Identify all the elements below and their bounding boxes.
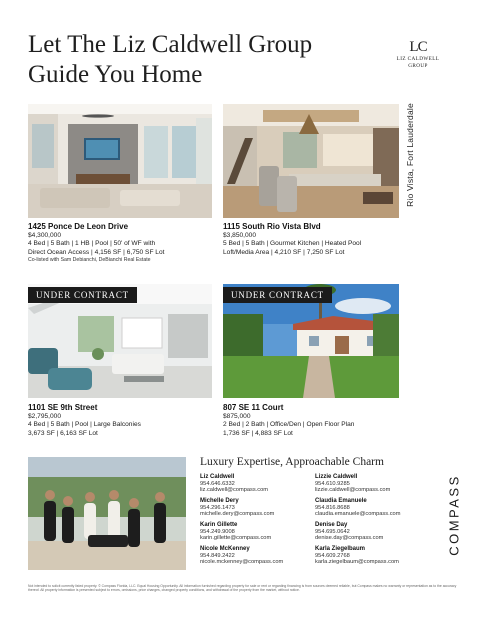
agent-email: michelle.dery@compass.com — [200, 511, 275, 518]
agent-phone: 954.816.8688 — [315, 504, 350, 511]
agent-phone: 954.695.0642 — [315, 528, 350, 535]
agent-phone: 954.646.6332 — [200, 480, 235, 487]
listing-details-line-1: 2 Bed | 2 Bath | Office/Den | Open Floor Plan — [223, 421, 355, 429]
listing-details-line-1: 4 Bed | 5 Bath | Pool | Large Balconies — [28, 421, 141, 429]
agent-name: Claudia Emanuele — [315, 498, 367, 504]
agent-card — [315, 522, 383, 542]
compass-logo — [442, 460, 466, 570]
listing-price: $3,850,000 — [223, 232, 257, 239]
listing-details-line-1: 5 Bed | 5 Bath | Gourmet Kitchen | Heated Pool — [223, 240, 362, 248]
listing-address: 1101 SE 9th Street — [28, 403, 98, 412]
agent-phone: 954.249.9008 — [200, 528, 235, 535]
legal-disclaimer: Not intended to solicit currently listed property. © Compass Florida, LLC. Equal Housing Opportunity. All information furnished regarding property for sale or rent or regarding financing is from sources deemed reliable, but Compass makes no warranty or representation as to the accuracy thereof. All property information is presented subject to errors, omissions, price changes, changed property conditions, and withdrawal of the property from the market, without notice. — [28, 584, 457, 593]
listing-details-line-2: Direct Ocean Access | 4,156 SF | 6,750 SF Lot — [28, 248, 165, 256]
agent-name: Karla Ziegelbaum — [315, 546, 366, 552]
agent-name: Liz Caldwell — [200, 474, 235, 480]
logo-name-line-1: LIZ CALDWELL — [396, 56, 440, 62]
agent-email: karla.ziegelbaum@compass.com — [315, 559, 399, 566]
agent-name: Nicole McKenney — [200, 546, 250, 552]
agent-email: liz.caldwell@compass.com — [200, 487, 269, 494]
photo-1425-ponce-de-leon — [28, 104, 212, 218]
listing-price: $2,795,000 — [28, 413, 62, 420]
listing-1101-se-9th-street — [28, 403, 218, 438]
agent-card — [315, 498, 400, 518]
listing-1115-south-rio-vista — [223, 222, 423, 257]
listing-address: 1425 Ponce De Leon Drive — [28, 222, 129, 231]
under-contract-banner: UNDER CONTRACT — [28, 287, 137, 303]
team-photo — [28, 457, 186, 570]
agent-phone: 954.610.9285 — [315, 480, 350, 487]
agent-card — [200, 522, 271, 542]
listing-807-se-11-court — [223, 403, 423, 438]
listing-details-line-2: Loft/Media Area | 4,210 SF | 7,250 SF Lot — [223, 248, 345, 256]
agent-name: Michelle Dery — [200, 498, 239, 504]
headline — [28, 30, 358, 90]
agent-name: Denise Day — [315, 522, 348, 528]
listing-price: $4,300,000 — [28, 232, 62, 239]
agent-email: nicole.mckenney@compass.com — [200, 559, 284, 566]
agent-email: denise.day@compass.com — [315, 535, 384, 542]
agent-phone: 954.609.2768 — [315, 552, 350, 559]
agent-email: claudia.emanuele@compass.com — [315, 511, 401, 518]
listing-address: 807 SE 11 Court — [223, 403, 284, 412]
location-label-text: Rio Vista, Fort Lauderdale — [405, 103, 415, 207]
agent-name: Karin Gillette — [200, 522, 238, 528]
agent-card — [315, 546, 399, 566]
agent-phone: 954.849.2422 — [200, 552, 235, 559]
agent-email: lizzie.caldwell@compass.com — [315, 487, 391, 494]
headline-line-1: Let The Liz Caldwell Group — [28, 31, 313, 58]
listing-details-line-1: 4 Bed | 5 Bath | 1 HB | Pool | 50' of WF with — [28, 240, 156, 248]
team-tagline: Luxury Expertise, Approachable Charm — [200, 456, 384, 468]
listing-address: 1115 South Rio Vista Blvd — [223, 222, 321, 231]
agent-name: Lizzie Caldwell — [315, 474, 358, 480]
listing-details-line-2: 3,673 SF | 6,163 SF Lot — [28, 429, 98, 437]
agent-card — [200, 498, 274, 518]
agent-card — [315, 474, 390, 494]
agent-card — [200, 546, 283, 566]
listing-cobroker-note: Co-listed with Sam Debianchi, DeBianchi Real Estate — [28, 256, 151, 263]
photo-1115-south-rio-vista — [223, 104, 399, 218]
listing-1425-ponce-de-leon — [28, 222, 218, 264]
logo-name-line-2: GROUP — [408, 63, 428, 69]
listing-details-line-2: 1,736 SF | 4,883 SF Lot — [223, 429, 293, 437]
location-vertical-label — [395, 90, 425, 220]
liz-caldwell-group-logo — [388, 38, 448, 70]
listing-price: $875,000 — [223, 413, 251, 420]
agent-email: karin.gillette@compass.com — [200, 535, 272, 542]
agent-phone: 954.296.1473 — [200, 504, 235, 511]
agent-card — [200, 474, 268, 494]
under-contract-banner: UNDER CONTRACT — [223, 287, 332, 303]
headline-line-2: Guide You Home — [28, 61, 203, 88]
logo-monogram: LC — [409, 39, 427, 55]
compass-logo-text: COMPASS — [446, 474, 462, 556]
